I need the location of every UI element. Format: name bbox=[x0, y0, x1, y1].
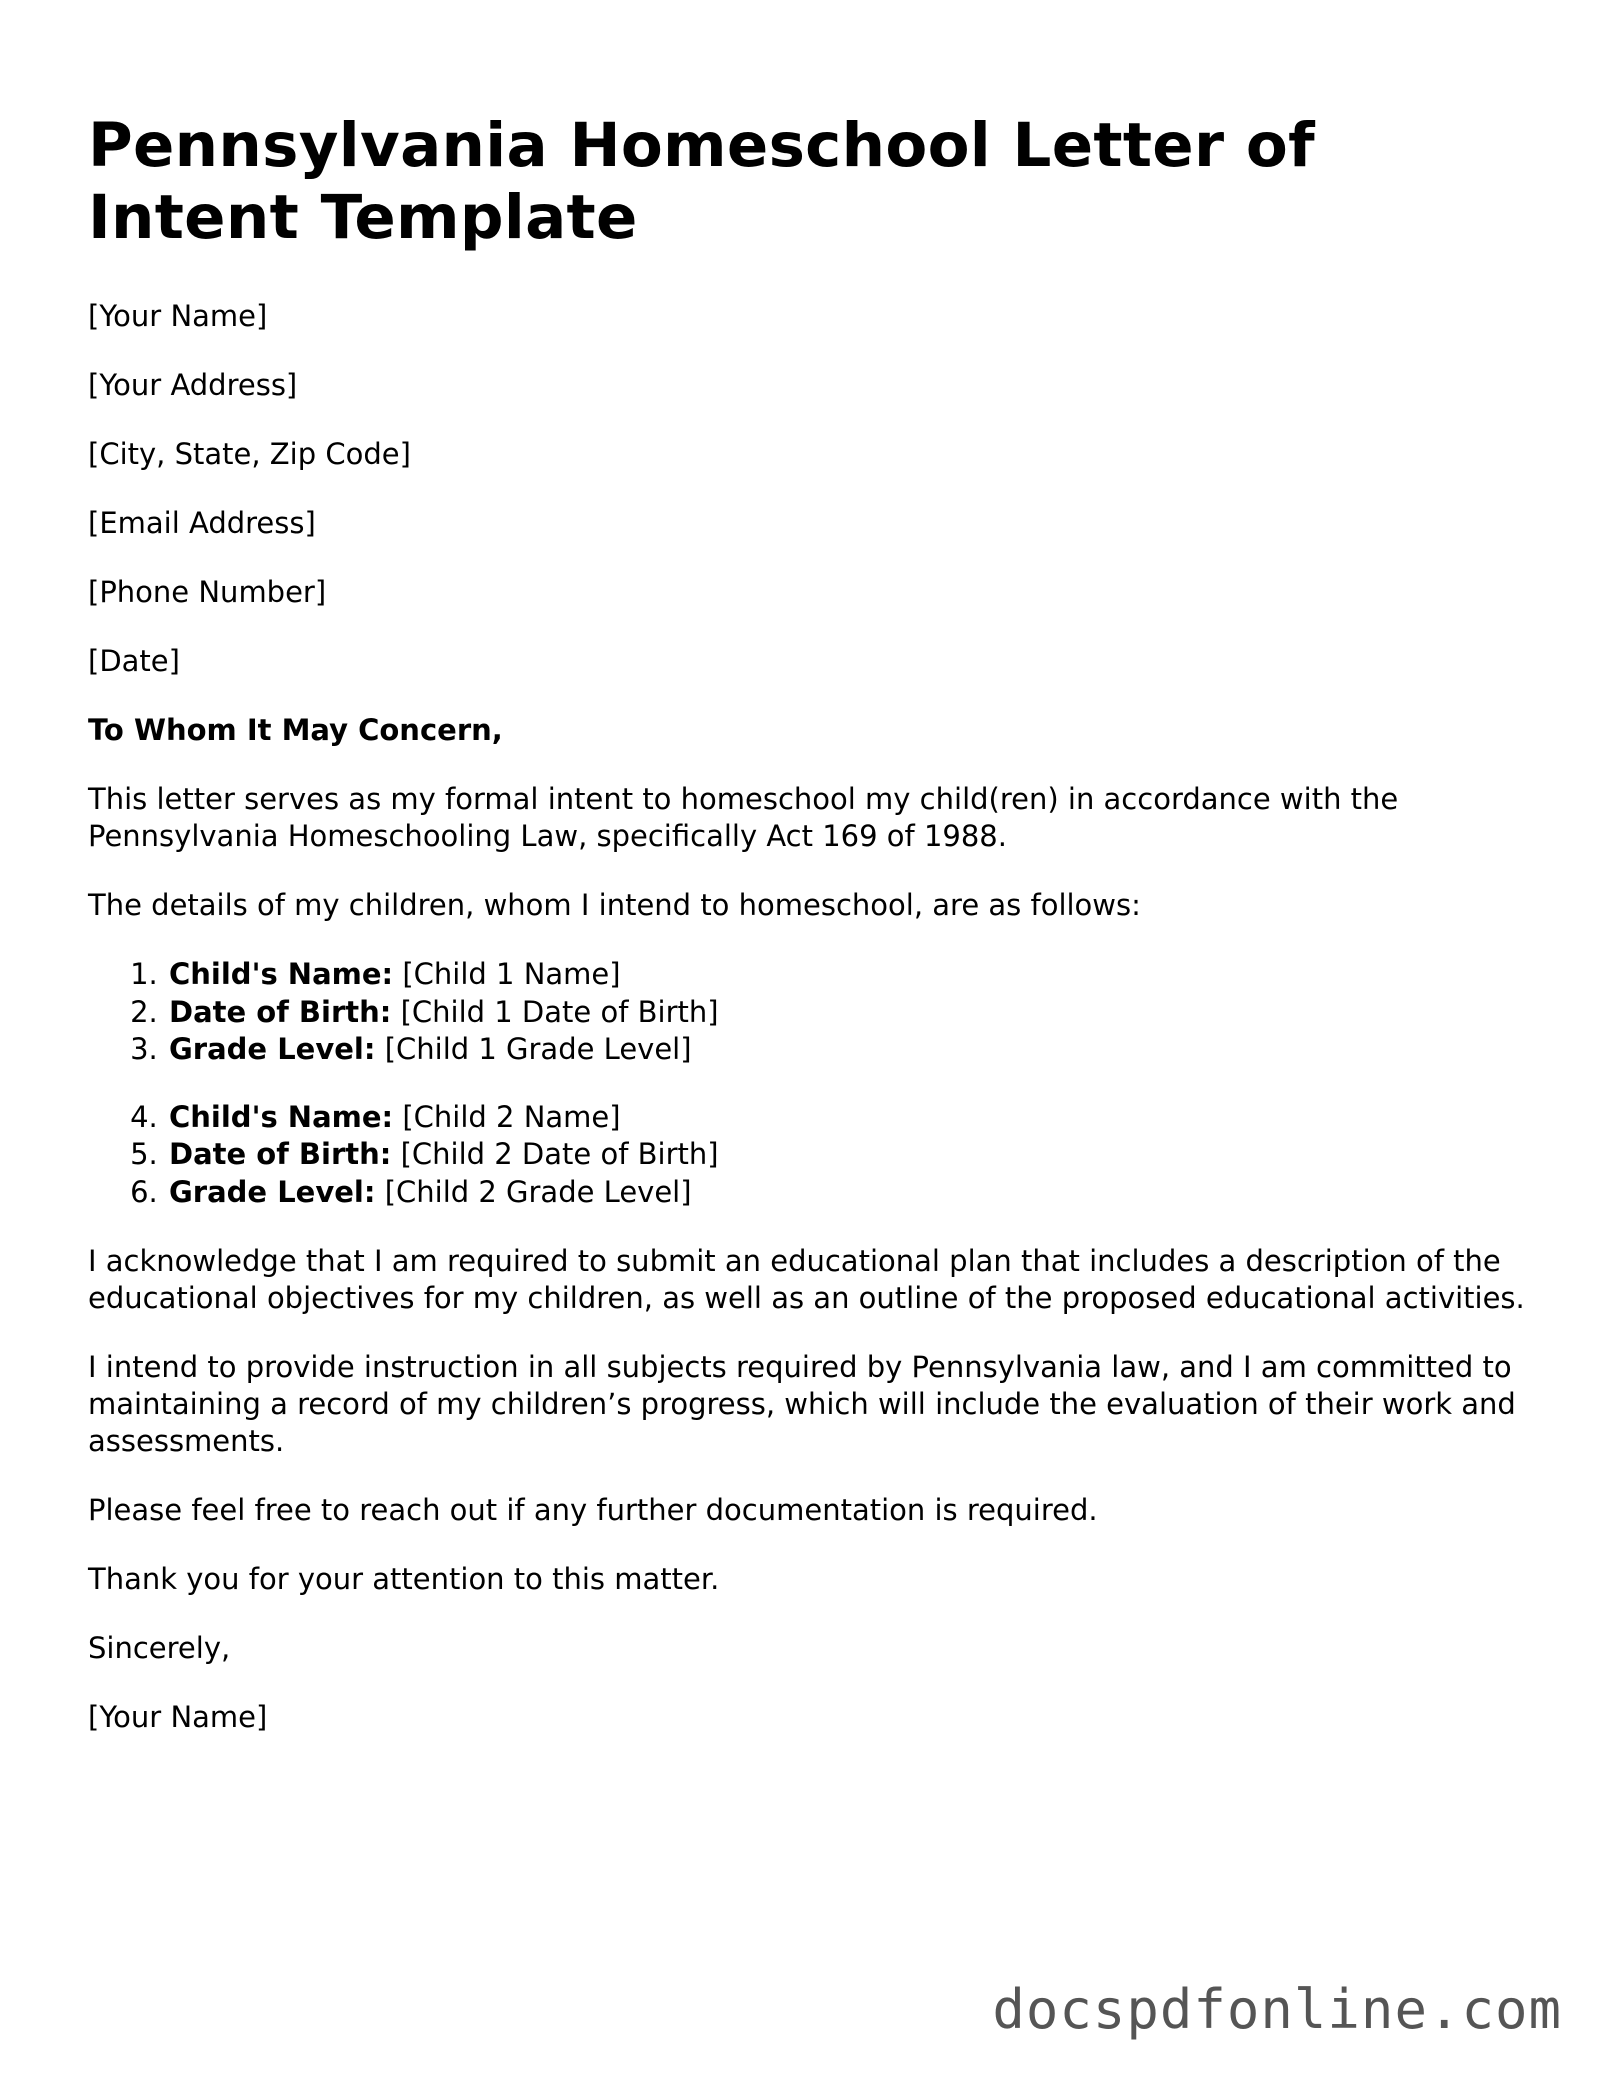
sender-email: [Email Address] bbox=[88, 506, 316, 540]
field-label: Child's Name: bbox=[169, 957, 394, 991]
list-item bbox=[167, 994, 1528, 1032]
sender-name: [Your Name] bbox=[88, 299, 268, 333]
field-value: [Child 2 Name] bbox=[402, 1099, 621, 1134]
closing: Sincerely, bbox=[88, 1631, 231, 1665]
plan-paragraph: I acknowledge that I am required to submit an educational plan that includes a description of the educational objectives for my children, as well as an outline of the proposed educational activities. bbox=[88, 1244, 1525, 1315]
list-item bbox=[167, 956, 1528, 994]
signature-name: [Your Name] bbox=[88, 1700, 268, 1734]
field-label: Child's Name: bbox=[169, 1099, 394, 1134]
list-item bbox=[167, 1031, 1528, 1069]
letter-date: [Date] bbox=[88, 644, 180, 678]
page-title: Pennsylvania Homeschool Letter of Intent Template bbox=[88, 110, 1315, 253]
sender-phone: [Phone Number] bbox=[88, 575, 327, 609]
list-item bbox=[167, 1174, 1528, 1212]
list-item bbox=[167, 1136, 1528, 1174]
field-label: Date of Birth: bbox=[169, 1137, 392, 1171]
salutation: To Whom It May Concern, bbox=[88, 713, 503, 747]
field-value: [Child 1 Grade Level] bbox=[384, 1032, 692, 1066]
sender-city-state-zip: [City, State, Zip Code] bbox=[88, 437, 411, 471]
contact-paragraph: Please feel free to reach out if any further documentation is required. bbox=[88, 1493, 1098, 1527]
list-item bbox=[167, 1099, 1528, 1137]
field-label: Date of Birth: bbox=[169, 994, 392, 1029]
sender-block bbox=[88, 298, 1528, 680]
field-value: [Child 2 Grade Level] bbox=[384, 1174, 692, 1209]
child-1-details bbox=[88, 956, 1528, 1069]
child-2-details bbox=[88, 1099, 1528, 1212]
field-label: Grade Level: bbox=[169, 1032, 376, 1066]
children-intro: The details of my children, whom I intend to homeschool, are as follows: bbox=[88, 888, 1141, 922]
field-value: [Child 2 Date of Birth] bbox=[400, 1137, 719, 1171]
field-value: [Child 1 Name] bbox=[402, 957, 621, 991]
field-label: Grade Level: bbox=[169, 1174, 376, 1209]
field-value: [Child 1 Date of Birth] bbox=[400, 994, 719, 1029]
thanks-paragraph: Thank you for your attention to this matter. bbox=[88, 1562, 720, 1596]
letter-document bbox=[88, 110, 1528, 1768]
watermark: docspdfonline.com bbox=[992, 1978, 1562, 2041]
intro-paragraph: This letter serves as my formal intent to homeschool my child(ren) in accordance with the Pennsylvania Homeschooling Law, specifically Act 169 of 1988. bbox=[88, 782, 1399, 853]
instruction-paragraph: I intend to provide instruction in all subjects required by Pennsylvania law, and I am committed to maintaining a record of my children’s progress, which will include the evaluation of their work and assessments. bbox=[88, 1350, 1516, 1458]
sender-address: [Your Address] bbox=[88, 368, 298, 402]
